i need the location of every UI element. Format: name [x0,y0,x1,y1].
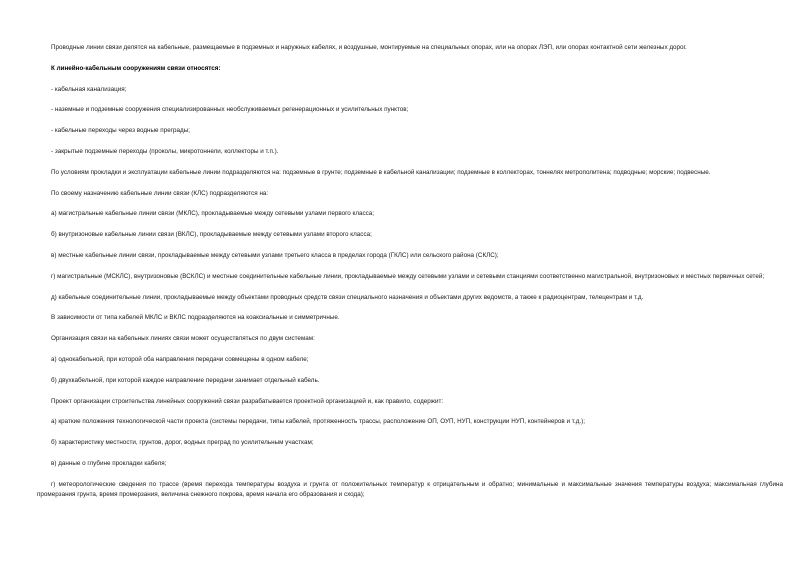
list-item: б) двухкабельной, при которой каждое направление передачи занимает отдельный кабель. [51,376,320,384]
list-item: г) метеорологические сведения по трассе (время перехода температуры воздуха и грунта от положительных температур к отрицательным и обратно; минимальные и максимальные значения температуры воздуха; максимальная глубина промерзания грунта, время промерзания, величина снежного покрова, время начала его образования и схода); [37,480,783,499]
paragraph-intro: Проводные линии связи делятся на кабельные, размещаемые в подземных и наружных кабелях, и воздушные, монтируемые на специальных опорах, или на опорах ЛЭП, или опорах контактной сети железных дорог. [51,44,687,51]
list-item: а) однокабельной, при которой оба направления передачи совмещены в одном кабеле; [51,355,309,363]
list-item: б) внутризоновые кабельные линии связи (ВКЛС), прокладываемые между сетевыми узлами второго класса; [51,231,372,239]
paragraph: Организация связи на кабельных линиях связи может осуществляться по двум системам: [51,335,315,343]
list-item: - кабельные переходы через водные преграды; [51,127,190,135]
list-item: - закрытые подземные переходы (проколы, микротоннели, коллекторы и т.п.). [51,147,279,155]
list-item: - наземные и подземные сооружения специализированных необслуживаемых регенерационных и усилительных пунктов; [51,106,409,114]
paragraph: По своему назначению кабельные линии связи (КЛС) подразделяются на: [51,189,269,197]
list-item: в) местные кабельные линии связи, прокладываемые между сетевыми узлами третьего класса в пределах города (ГКЛС) или сельского района (СКЛС); [51,251,499,259]
list-item: а) краткие положения технологической части проекта (системы передачи, типы кабелей, протяженность трассы, расположение ОП, ОУП, НУП, конструкции НУП, контейнеров и т.д.); [51,418,585,426]
paragraph: В зависимости от типа кабелей МКЛС и ВКЛС подразделяются на коаксиальные и симметричные. [51,314,340,322]
list-item: в) данные о глубине прокладки кабеля; [51,459,167,467]
list-item: б) характеристику местности, грунтов, дорог, водных преград по усилительным участкам; [51,439,314,447]
list-item: а) магистральные кабельные линии связи (МКЛС), прокладываемые между сетевыми узлами первого класса; [51,210,375,218]
list-item: г) магистральные (МСКЛС), внутризоновые (ВСКЛС) и местные соединительные кабельные линии, прокладываемые между сетевыми узлами и сетевыми станциями соответственно магистральной, внутризоновых и местных первичных сетей; [51,272,765,280]
paragraph: Проект организации строительства линейных сооружений связи разрабатывается проектной организацией и, как правило, содержит: [51,397,444,405]
section-heading: К линейно-кабельным сооружениям связи относятся: [51,64,221,72]
list-item: д) кабельные соединительные линии, прокладываемые между объектами проводных средств связи специального назначения и объектами других ведомств, а также к радиоцентрам, телецентрам и т.д. [51,293,644,301]
list-item: - кабельная канализация; [51,85,127,93]
paragraph: По условиям прокладки и эксплуатации кабельные линии подразделяются на: подземные в грунте; подземные в кабельной канализации; подземные в коллекторах, тоннелях метрополитена; подводные; морские; подвесные. [51,168,711,176]
